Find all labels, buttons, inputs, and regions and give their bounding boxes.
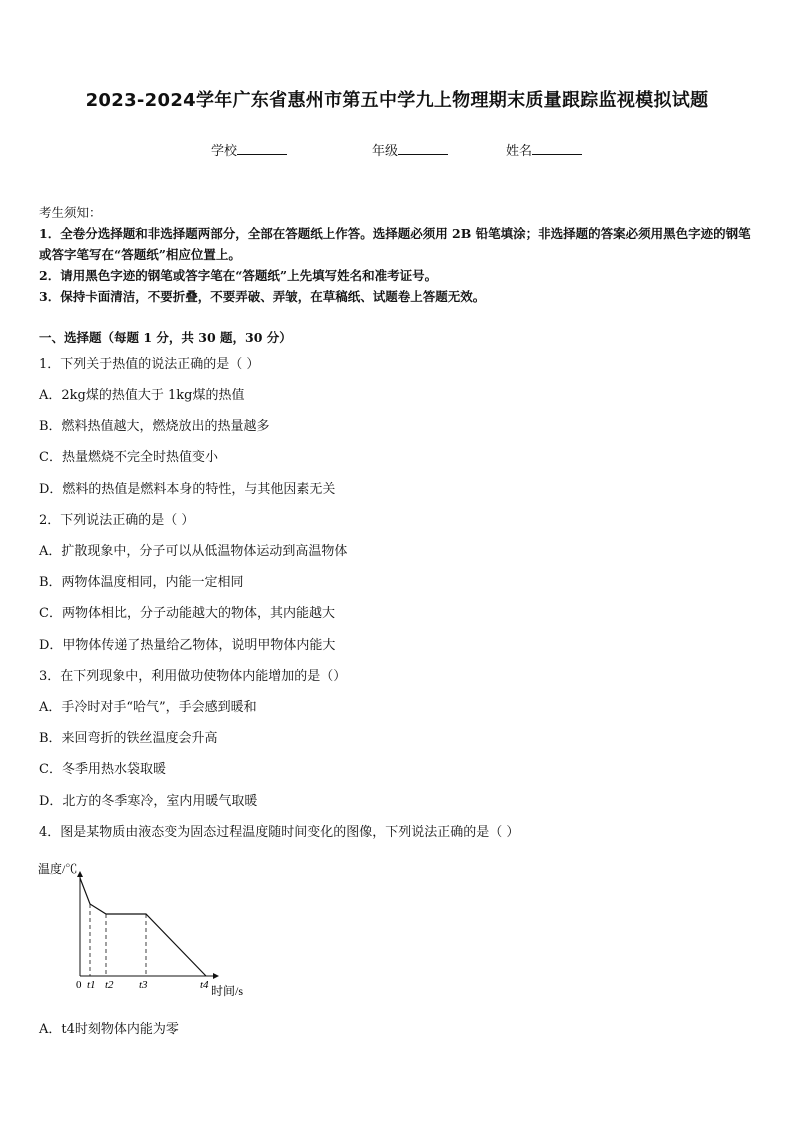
option-a: A．扩散现象中，分子可以从低温物体运动到高温物体 xyxy=(39,544,348,559)
option-b: B．来回弯折的铁丝温度会升高 xyxy=(39,731,218,746)
option-a: A．t4时刻物体内能为零 xyxy=(39,1022,179,1037)
option-c: C．两物体相比，分子动能越大的物体，其内能越大 xyxy=(39,606,335,621)
page-title: 2023-2024学年广东省惠州市第五中学九上物理期末质量跟踪监视模拟试题 xyxy=(85,90,709,111)
question-stem: 4．图是某物质由液态变为固态过程温度随时间变化的图像，下列说法正确的是（ ） xyxy=(39,825,520,840)
option-d: D．甲物体传递了热量给乙物体，说明甲物体内能大 xyxy=(39,638,336,653)
tick-label-t3: t3 xyxy=(139,979,148,991)
exam-notice xyxy=(39,202,759,307)
name-field xyxy=(506,140,582,159)
school-blank[interactable] xyxy=(237,140,287,155)
name-label: 姓名 xyxy=(506,144,533,159)
school-label: 学校 xyxy=(211,144,238,159)
grade-blank[interactable] xyxy=(398,140,448,155)
notice-item: 2．请用黑色字迹的钢笔或答字笔在“答题纸”上先填写姓名和准考证号。 xyxy=(39,268,438,283)
grade-field xyxy=(372,140,448,159)
notice-item: 3．保持卡面清洁，不要折叠，不要弄破、弄皱，在草稿纸、试题卷上答题无效。 xyxy=(39,289,486,304)
name-blank[interactable] xyxy=(532,140,582,155)
grade-label: 年级 xyxy=(372,144,399,159)
option-b: B．两物体温度相同，内能一定相同 xyxy=(39,575,244,590)
option-c: C．热量燃烧不完全时热值变小 xyxy=(39,450,218,465)
option-a: A．手冷时对手“哈气”，手会感到暖和 xyxy=(39,700,257,715)
option-d: D．北方的冬季寒冷，室内用暖气取暖 xyxy=(39,794,258,809)
question-stem: 3．在下列现象中，利用做功使物体内能增加的是（） xyxy=(39,669,347,684)
question-stem: 1．下列关于热值的说法正确的是（ ） xyxy=(39,357,260,372)
x-axis-label: 时间/s xyxy=(211,984,244,998)
question-stem: 2．下列说法正确的是（ ） xyxy=(39,513,195,528)
tick-label-t4: t4 xyxy=(200,979,209,991)
origin-label: 0 xyxy=(76,979,82,991)
section-title: 一、选择题（每题 1 分，共 30 题，30 分） xyxy=(39,330,292,345)
option-a: A．2kg煤的热值大于 1kg煤的热值 xyxy=(39,388,245,403)
option-c: C．冬季用热水袋取暖 xyxy=(39,762,166,777)
notice-item: 1．全卷分选择题和非选择题两部分，全部在答题纸上作答。选择题必须用 2B 铅笔填涂；非选择题的答案必须用黑色字迹的钢笔或答字笔写在“答题纸”相应位置上。 xyxy=(39,226,751,262)
school-field xyxy=(211,140,287,159)
option-d: D．燃料的热值是燃料本身的特性，与其他因素无关 xyxy=(39,482,336,497)
y-axis-label: 温度/℃ xyxy=(38,862,78,876)
cooling-curve xyxy=(80,878,206,976)
temperature-time-chart xyxy=(36,856,266,1006)
option-b: B．燃料热值越大，燃烧放出的热量越多 xyxy=(39,419,270,434)
tick-label-t2: t2 xyxy=(105,979,114,991)
tick-label-t1: t1 xyxy=(87,979,96,991)
notice-heading: 考生须知： xyxy=(39,205,102,220)
